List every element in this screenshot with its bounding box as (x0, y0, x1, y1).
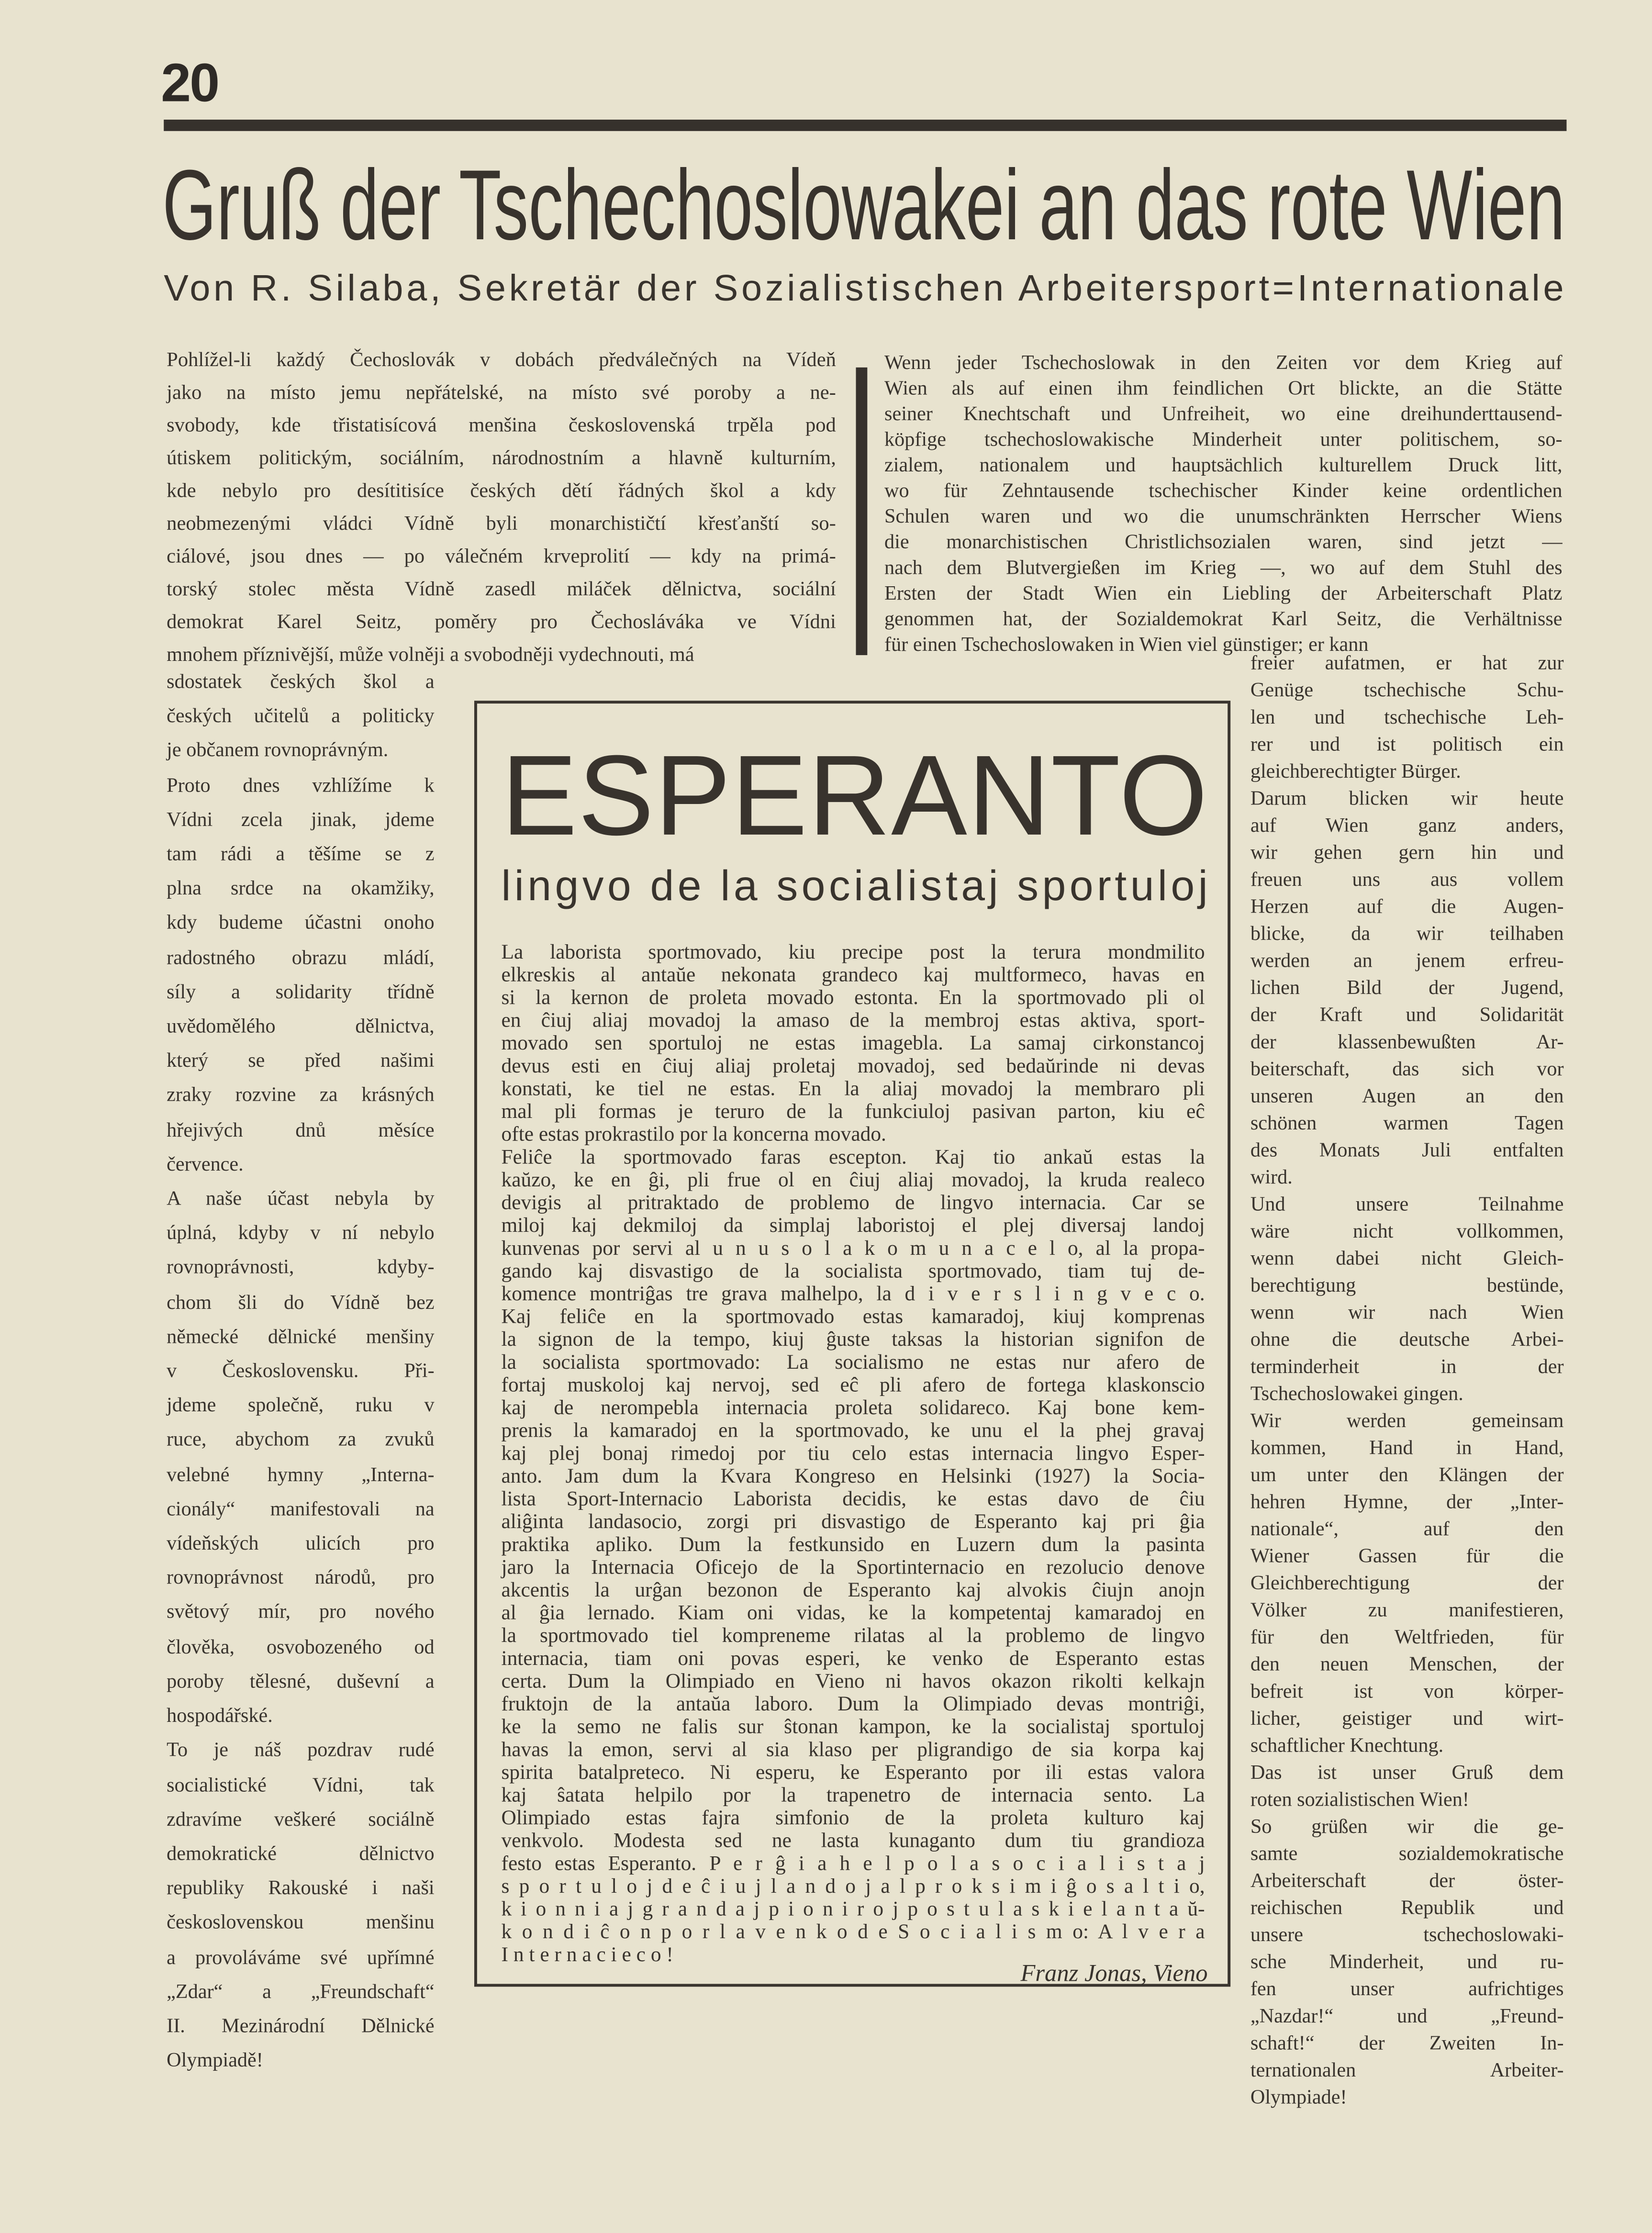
text-line: nach dem Blutvergießen im Krieg —, wo auf dem Stuhl des (884, 557, 1563, 580)
text-line: devigis al pritraktado de problemo de lingvo internacia. Car se (501, 1192, 1205, 1215)
text-line: kaj de nerompebla internacia proleta solidareco. Kaj bone kem- (501, 1397, 1205, 1420)
text-line: al ĝia lernado. Kiam oni vidas, ke la kompetentaj kamaradoj en (501, 1602, 1205, 1625)
text-line: Herzen auf die Augen- (1250, 895, 1564, 919)
text-line: Das ist unser Gruß dem (1250, 1762, 1564, 1785)
text-line: síly a solidarity třídně (167, 981, 435, 1004)
text-line: plna srdce na okamžiky, (167, 877, 435, 901)
text-line: ofte estas prokrastilo por la koncerna movado. (501, 1123, 886, 1147)
text-line: sche Minderheit, und ru- (1250, 1951, 1564, 1974)
czech-text-bottom (167, 665, 434, 2078)
esperanto-heading (499, 726, 1211, 926)
text-line: praktika apliko. Dum la festkunsido en Luzern dum la pasinta (501, 1534, 1205, 1557)
czech-text-top (167, 345, 836, 672)
text-line: akcentis la urĝan bezonon de Esperanto kaj alvokis ĉiujn anojn (501, 1579, 1205, 1602)
text-line: en ĉiuj aliaj movadoj la amaso de la membroj estas aktiva, sport- (501, 1009, 1205, 1033)
text-line: úplná, kdyby v ní nebylo (167, 1222, 435, 1245)
text-line: kaj plej bonaj rimedoj por tiu celo estas internacia lingvo Esper- (501, 1442, 1205, 1466)
text-line: Wien als auf einen ihm feindlichen Ort blickte, an die Stätte (884, 377, 1563, 401)
text-line: genommen hat, der Sozialdemokrat Karl Seitz, die Verhältnisse (884, 608, 1563, 631)
article-subtitle-text: Von R. Silaba, Sekretär der Sozialistischen Arbeitersport=Internationale (164, 267, 1564, 309)
text-line: je občanem rovnoprávným. (167, 739, 389, 763)
text-line: befreit ist von körper- (1250, 1680, 1564, 1704)
text-line: poroby tělesné, duševní a (167, 1670, 435, 1694)
text-line: internacia, tiam oni povas esperi, ke venko de Esperanto estas (501, 1648, 1205, 1671)
text-line: cionály“ manifestovali na (167, 1498, 435, 1521)
text-line: wäre nicht vollkommen, (1250, 1220, 1564, 1243)
text-line: v Československu. Při- (167, 1360, 435, 1383)
text-line: fruktojn de la antaŭa laboro. Dum la Olimpiado devas montriĝi, (501, 1693, 1205, 1716)
text-line: elkreskis al antaŭe nekonata grandeco kaj multformeco, havas en (501, 964, 1205, 987)
text-line: tam rádi a těšíme se z (167, 843, 435, 866)
text-line: „Nazdar!“ und „Freund- (1250, 2005, 1564, 2028)
text-line: lichen Bild der Jugend, (1250, 977, 1564, 1000)
text-line: k o n d i ĉ o n p o r l a v e n k o d e S o c i a l i s m o: A l v e r a (501, 1921, 1205, 1944)
text-line: si la kernon de proleta movado estonta. En la sportmovado pli ol (501, 987, 1205, 1010)
text-line: To je náš pozdrav rudé (167, 1739, 435, 1763)
text-line: aliĝinta landasocio, zorgi pri disvastigo de Esperanto kaj pri ĝia (501, 1511, 1205, 1534)
header-rule (164, 120, 1566, 131)
text-line: Pohlížel-li každý Čechoslovák v dobách předválečných na Vídeň (167, 349, 836, 372)
text-line: la sportmovado tiel kompreneme rilatas al la problemo de lingvo (501, 1625, 1205, 1648)
text-line: kdy budeme účastni onoho (167, 912, 435, 935)
article-subtitle (159, 257, 1569, 313)
text-line: freuen uns aus vollem (1250, 869, 1564, 892)
text-line: demokrat Karel Seitz, poměry pro Čechosláváka ve Vídni (167, 611, 836, 634)
text-line: seiner Knechtschaft und Unfreiheit, wo eine dreihunderttausend- (884, 403, 1563, 426)
text-line: der klassenbewußten Ar- (1250, 1031, 1564, 1054)
text-line: kaŭzo, ke en ĝi, pli frue ol en ĉiuj aliaj movadoj, la kruda realeco (501, 1169, 1205, 1192)
text-line: I n t e r n a c i e c o ! (501, 1944, 673, 1967)
text-line: Wir werden gemeinsam (1250, 1410, 1564, 1433)
text-line: chom šli do Vídně bez (167, 1291, 435, 1314)
text-line: Tschechoslowakei gingen. (1250, 1383, 1463, 1406)
esperanto-heading-text: ESPERANTO (501, 731, 1208, 859)
text-line: Proto dnes vzhlížíme k (167, 774, 435, 797)
text-line: berechtigung bestünde, (1250, 1274, 1564, 1298)
text-line: ohne die deutsche Arbei- (1250, 1329, 1564, 1352)
text-line: uvědomělého dělnictva, (167, 1015, 435, 1038)
text-line: jdeme společně, ruku v (167, 1395, 435, 1418)
text-line: československou menšinu (167, 1911, 435, 1935)
text-line: nationale“, auf den (1250, 1518, 1564, 1541)
text-line: unseren Augen an den (1250, 1085, 1564, 1108)
text-line: Wiener Gassen für die (1250, 1545, 1564, 1568)
text-line: svobody, kde třistatisícová menšina československá trpěla pod (167, 414, 836, 437)
text-line: zdravíme veškeré sociálně (167, 1808, 435, 1831)
text-line: Feliĉe la sportmovado faras escepton. Kaj tio ankaŭ estas la (501, 1146, 1205, 1170)
text-line: wird. (1250, 1166, 1293, 1189)
esperanto-text (502, 941, 1205, 1967)
text-line: gleichberechtigter Bürger. (1250, 760, 1461, 783)
text-line: útiskem politickým, sociálním, národnostním a hlavně kulturním, (167, 447, 836, 470)
text-line: licher, geistiger und wirt- (1250, 1708, 1564, 1731)
text-line: köpfige tschechoslowakische Minderheit unter politischem, so- (884, 428, 1563, 452)
text-line: kunvenas por servi al u n u s o l a k o m u n a c e l o, al la propa- (501, 1238, 1205, 1261)
text-line: gando kaj disvastigo de la socialista sportmovado, tiam tuj de- (501, 1260, 1205, 1284)
text-line: Und unsere Teilnahme (1250, 1193, 1564, 1217)
column-divider-bar (856, 368, 868, 655)
text-line: kde nebylo pro desítitisíce českých dětí řádných škol a kdy (167, 480, 836, 503)
esperanto-signature: Franz Jonas, Vieno (1020, 1959, 1208, 1987)
text-line: hřejivých dnů měsíce (167, 1118, 435, 1142)
esperanto-subheading-text: lingvo de la socialistaj sportuloj (501, 861, 1208, 909)
text-line: movado sen sportuloj ne estas imagebla. La samaj cirkonstancoj (501, 1032, 1205, 1056)
text-line: la signon de la tempo, kiuj ĝuste taksas la historian signifon de (501, 1329, 1205, 1352)
text-line: roten sozialistischen Wien! (1250, 1788, 1470, 1812)
text-line: radostného obrazu mládí, (167, 946, 435, 970)
text-line: II. Mezinárodní Dělnické (167, 2015, 435, 2038)
text-line: schönen warmen Tagen (1250, 1112, 1564, 1135)
text-line: wir gehen gern hin und (1250, 841, 1564, 865)
text-line: Genüge tschechische Schu- (1250, 679, 1564, 703)
text-line: terminderheit in der (1250, 1356, 1564, 1379)
text-line: Wenn jeder Tschechoslowak in den Zeiten vor dem Krieg auf (884, 352, 1563, 375)
text-line: schaftlicher Knechtung. (1250, 1734, 1444, 1758)
text-line: lista Sport-Internacio Laborista decidis, ke estas davo de ĉiu (501, 1488, 1205, 1511)
text-line: Olimpiado estas fajra simfonio de la proleta kulturo kaj (501, 1807, 1205, 1831)
text-line: mnohem příznivější, může volněji a svobodněji vydechnouti, má (167, 644, 694, 667)
text-line: werden an jenem erfreu- (1250, 949, 1564, 973)
text-line: rovnoprávnosti, kdyby- (167, 1257, 435, 1280)
text-line: sdostatek českých škol a (167, 670, 435, 694)
text-line: velebné hymny „Interna- (167, 1463, 435, 1486)
text-line: A naše účast nebyla by (167, 1188, 435, 1211)
text-line: mal pli formas je teruro de la funkciuloj pasivan parton, kiu eĉ (501, 1101, 1205, 1124)
article-title-text: Gruß der Tschechoslowakei an das rote Wien (162, 149, 1565, 257)
text-line: konstati, ke tiel ne estas. En la aliaj movadoj la membraro pli (501, 1078, 1205, 1101)
text-line: la socialista sportmovado: La socialismo ne estas nur afero de (501, 1351, 1205, 1374)
text-line: zraky rozvine za krásných (167, 1084, 435, 1107)
text-line: jaro la Internacia Oficejo de la Sportinternacio en rezolucio denove (501, 1556, 1205, 1580)
text-line: kaj ŝatata helpilo por la trapenetro de internacia sento. La (501, 1784, 1205, 1808)
text-line: demokratické dělnictvo (167, 1842, 435, 1866)
text-line: auf Wien ganz anders, (1250, 815, 1564, 837)
text-line: jako na místo jemu nepřátelské, na místo své poroby a ne- (167, 381, 836, 405)
text-line: července. (167, 1153, 244, 1176)
text-line: ruce, abychom za zvuků (167, 1429, 435, 1452)
text-line: wenn dabei nicht Gleich- (1250, 1247, 1564, 1271)
text-line: spirita batalpreteco. Ni esperu, ke Esperanto por ili estas valora (501, 1762, 1205, 1785)
text-line: blicke, da wir teilhaben (1250, 923, 1564, 946)
text-line: devus esti en ĉiuj aliaj proletaj movadoj, sed bedaŭrinde ni devas (501, 1055, 1205, 1078)
text-line: který se před našimi (167, 1050, 435, 1073)
text-line: prenis la kamaradoj en la sportmovado, ke unu el la phej gravaj (501, 1419, 1205, 1443)
text-line: unsere tschechoslowaki- (1250, 1924, 1564, 1947)
text-line: Kaj feliĉe en la sportmovado estas kamaradoj, kiuj komprenas (501, 1306, 1205, 1329)
text-line: kommen, Hand in Hand, (1250, 1437, 1564, 1460)
text-line: für den Weltfrieden, für (1250, 1626, 1564, 1650)
page-number: 20 (161, 54, 219, 114)
text-line: s p o r t u l o j d e ĉ i u j l a n d o j a l p r o k s i m i ĝ o s a l t i o, (501, 1876, 1205, 1898)
text-line: rovnoprávnost národů, pro (167, 1567, 435, 1590)
german-text-top (884, 350, 1563, 658)
text-line: hehren Hymne, der „Inter- (1250, 1491, 1564, 1514)
text-line: len und tschechische Leh- (1250, 706, 1564, 729)
text-line: Gleichberechtigung der (1250, 1572, 1564, 1596)
text-line: Olympiade! (1250, 2086, 1347, 2110)
text-line: So grüßen wir die ge- (1250, 1816, 1564, 1839)
text-line: festo estas Esperanto. P e r ĝ i a h e l p o l a s o c i a l i s t a j (501, 1853, 1205, 1876)
text-line: komence montriĝas tre grava malhelpo, la d i v e r s l i n g v e c o. (501, 1283, 1205, 1306)
text-line: Ersten der Stadt Wien ein Liebling der Arbeiterschaft Platz (884, 582, 1563, 605)
text-line: venkvolo. Modesta sed ne lasta kunaganto dum tiu grandioza (501, 1830, 1205, 1853)
german-text-bottom (1250, 651, 1564, 2112)
text-line: den neuen Menschen, der (1250, 1653, 1564, 1676)
text-line: havas la emon, servi al sia klaso per pligrandigo de sia korpa kaj (501, 1739, 1205, 1762)
text-line: rer und ist politisch ein (1250, 733, 1564, 757)
text-line: beiterschaft, das sich vor (1250, 1058, 1564, 1081)
text-line: La laborista sportmovado, kiu precipe post la terura mondmilito (501, 941, 1205, 964)
text-line: torský stolec města Vídně zasedl miláček dělnictva, sociální (167, 578, 836, 601)
text-line: zialem, nationalem und hauptsächlich kulturellem Druck litt, (884, 454, 1563, 477)
text-line: reichischen Republik und (1250, 1897, 1564, 1920)
text-line: Völker zu manifestieren, (1250, 1599, 1564, 1622)
text-line: českých učitelů a politicky (167, 705, 435, 728)
text-line: samte sozialdemokratische (1250, 1842, 1564, 1866)
text-line: certa. Dum la Olimpiado en Vieno ni havos okazon rikolti kelkajn (501, 1670, 1205, 1694)
text-line: schaft!“ der Zweiten In- (1250, 2032, 1564, 2055)
text-line: vídeňských ulicích pro (167, 1532, 435, 1555)
text-line: für einen Tschechoslowaken in Wien viel günstiger; er kann (884, 634, 1369, 657)
text-line: a provoláváme své upřímné (167, 1946, 435, 1969)
text-line: freier aufatmen, er hat zur (1250, 652, 1564, 675)
text-line: die monarchistischen Christlichsozialen waren, sind jetzt — (884, 531, 1563, 554)
text-line: fen unser aufrichtiges (1250, 1978, 1564, 2001)
text-line: Schulen waren und wo die unumschränkten Herrscher Wiens (884, 505, 1563, 529)
article-title (159, 143, 1569, 257)
text-line: fortaj muskoloj kaj nervoj, sed eĉ pli afero de fortega klaskonscio (501, 1374, 1205, 1397)
text-line: des Monats Juli entfalten (1250, 1139, 1564, 1162)
text-line: světový mír, pro nového (167, 1601, 435, 1624)
text-line: anto. Jam dum la Kvara Kongreso en Helsinki (1927) la Socia- (501, 1465, 1205, 1488)
text-line: socialistické Vídni, tak (167, 1774, 435, 1797)
text-line: Vídni zcela jinak, jdeme (167, 808, 435, 832)
text-line: hospodářské. (167, 1705, 273, 1728)
text-line: wenn wir nach Wien (1250, 1301, 1564, 1325)
text-line: neobmezenými vládci Vídně byli monarchističtí křesťanští so- (167, 513, 836, 536)
text-line: Olympiadě! (167, 2049, 263, 2073)
text-line: Arbeiterschaft der öster- (1250, 1870, 1564, 1893)
text-line: Darum blicken wir heute (1250, 787, 1564, 811)
text-line: um unter den Klängen der (1250, 1464, 1564, 1487)
text-line: miloj kaj dekmiloj da simplaj laboristoj el plej diversaj landoj (501, 1215, 1205, 1238)
text-line: ternationalen Arbeiter- (1250, 2059, 1564, 2082)
text-line: německé dělnické menšiny (167, 1326, 435, 1349)
text-line: k i o n n i a j g r a n d a j p i o n i r o j p o s t u l a s k i e l a n t a ŭ- (501, 1898, 1205, 1921)
text-line: ciálové, jsou dnes — po válečném krveprolití — kdy na primá- (167, 545, 836, 569)
text-line: „Zdar“ a „Freundschaft“ (167, 1980, 435, 2004)
text-line: člověka, osvobozeného od (167, 1636, 435, 1659)
text-line: wo für Zehntausende tschechischer Kinder keine ordentlichen (884, 480, 1563, 503)
text-line: republiky Rakouské i naši (167, 1877, 435, 1900)
text-line: der Kraft und Solidarität (1250, 1004, 1564, 1027)
text-line: ke la semo ne falis sur ŝtonan kampon, ke la socialistaj sportuloj (501, 1716, 1205, 1739)
